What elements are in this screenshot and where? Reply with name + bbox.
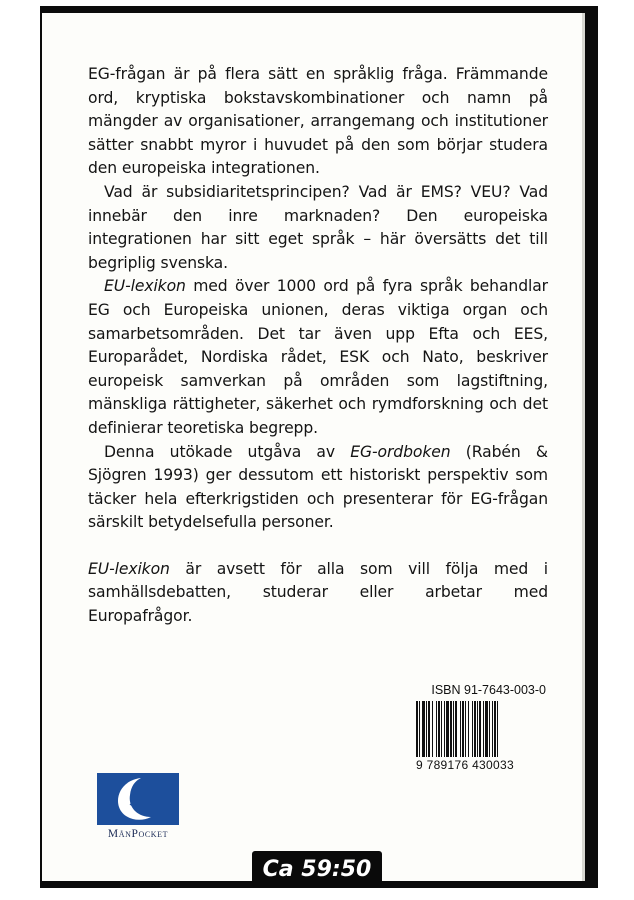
book-title-italic: EU-lexikon [104,277,186,296]
book-back-cover [42,13,585,881]
ean-digits: 9 789176 430033 [416,758,514,772]
cover-blurb [88,63,548,629]
moon-face-icon [97,773,179,825]
price-tag: Ca 59:50 [252,851,382,887]
blurb-paragraph-2: Vad är subsidiaritetsprincipen? Vad är EMS? VEU? Vad innebär den inre marknaden? Den europeiska integrationen har sitt eget språk – här översätts det till begriplig svenska. [88,182,548,272]
publisher-logo [97,773,179,840]
previous-title-italic: EG-ordboken [350,442,451,461]
isbn-block [416,683,546,772]
barcode [416,701,544,757]
blurb-paragraph-3-text: med över 1000 ord på fyra språk behandlar EG och Europeiska unionen, deras viktiga organ och samarbetsområden. Det tar även upp Efta och EES, Europarådet, Nordiska rådet, ESK och Nato, beskriver europeisk samverkan på områden som lagstiftning, mänskliga rättigheter, säkerhet och rymdforskning och det definierar teoretiska begrepp. [88,277,548,437]
blurb-paragraph-4 [88,441,548,535]
blurb-paragraph-5-text: är avsett för alla som vill följa med i samhällsdebatten, studerar eller arbetar med Europafrågor. [88,559,548,626]
book-title-italic: EU-lexikon [88,559,170,578]
blurb-paragraph-3 [88,275,548,440]
isbn-label: ISBN 91-7643-003-0 [431,683,546,697]
blurb-paragraph-4-text: (Rabén & Sjögren 1993) ger dessutom ett historiskt perspektiv som täcker hela efterkrigstiden och presenterar för EG-frågan särskilt betydelsefulla personer. [88,442,548,532]
blurb-paragraph-4-lead: Denna utökade utgåva av [104,442,351,461]
barcode-bar [497,701,498,757]
publisher-name: MånPocket [107,828,169,840]
blurb-paragraph-5 [88,558,548,629]
publisher-logo-box [97,773,179,825]
blurb-paragraph-1: EG-frågan är på flera sätt en språklig fråga. Främmande ord, kryptiska bokstavskombinationer och namn på mängder av organisationer, arrangemang och institutioner sätter snabbt myror i huvudet på den som börjar studera den europeiska integrationen. [88,65,548,178]
